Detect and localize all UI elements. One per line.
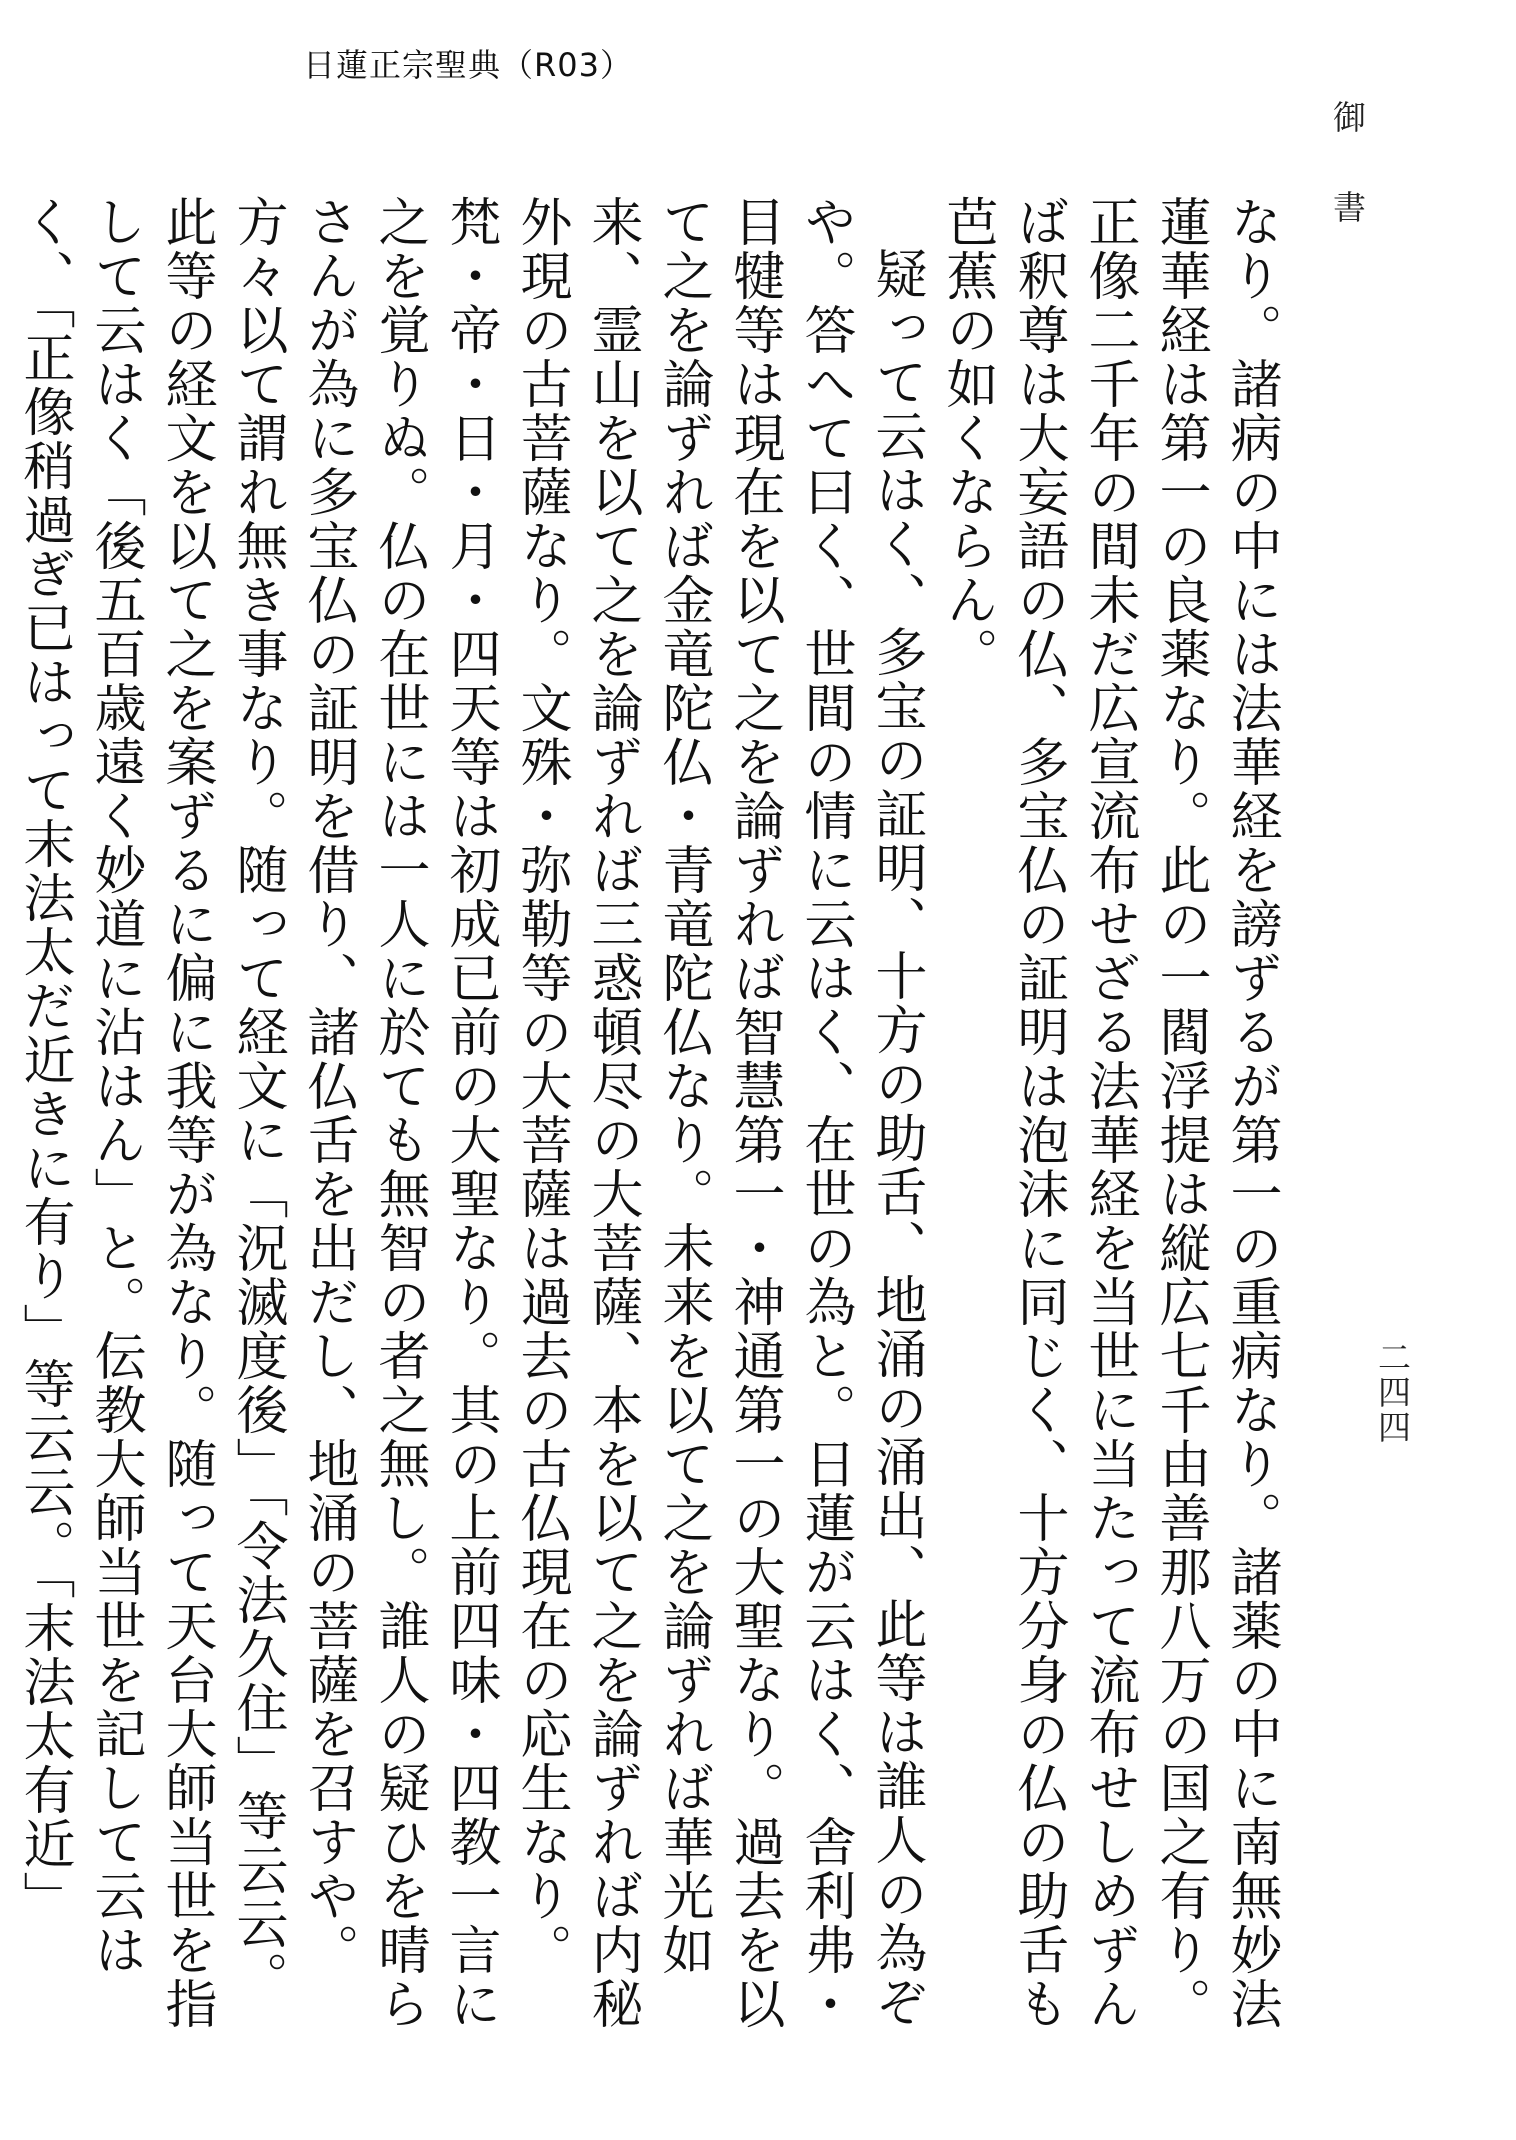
page-number: 二四四 <box>1373 1340 1412 1445</box>
paragraph: 疑って云はく、多宝の証明、十方の助舌、地涌の涌出、此等は誰人の為ぞや。答へて曰く、世間の情に云はく、在世の為と。日蓮が云はく、舎利弗・目犍等は現在を以て之を論ずれば智慧第一・神通第一の大聖なり。過去を以て之を論ずれば金竜陀仏・青竜陀仏なり。未来を以て之を論ずれば華光如来、霊山を以て之を論ずれば三惑頓尽の大菩薩、本を以て之を論ずれば内秘外現の古菩薩なり。文殊・弥勒等の大菩薩は過去の古仏現在の応生なり。梵・帝・日・月・四天等は初成已前の大聖なり。其の上前四味・四教一言に之を覚りぬ。仏の在世には一人に於ても無智の者之無し。誰人の疑ひを晴らさんが為に多宝仏の証明を借り、諸仏舌を出だし、地涌の菩薩を召すや。方々以て謂れ無き事なり。随って経文に「況滅度後」「令法久住」等云云。此等の経文を以て之を案ずるに偏に我等が為なり。随って天台大師当世を指して云はく「後五百歳遠く妙道に沾はん」と。伝教大師当世を記して云はく、「正像稍過ぎ已はって末法太だ近きに有り」等云云。「末法太有近」 <box>14 195 926 2031</box>
body-text <box>8 195 1286 2055</box>
document-header: 日蓮正宗聖典（R03） <box>303 46 633 84</box>
paragraph: なり。諸病の中には法華経を謗ずるが第一の重病なり。諸薬の中に南無妙法蓮華経は第一の良薬なり。此の一閻浮提は縦広七千由善那八万の国之有り。正像二千年の間未だ広宣流布せざる法華経を当世に当たって流布せしめずんば釈尊は大妄語の仏、多宝仏の証明は泡沫に同じく、十方分身の仏の助舌も芭蕉の如くならん。 <box>937 195 1281 2031</box>
section-label: 御 書 <box>1328 100 1367 235</box>
